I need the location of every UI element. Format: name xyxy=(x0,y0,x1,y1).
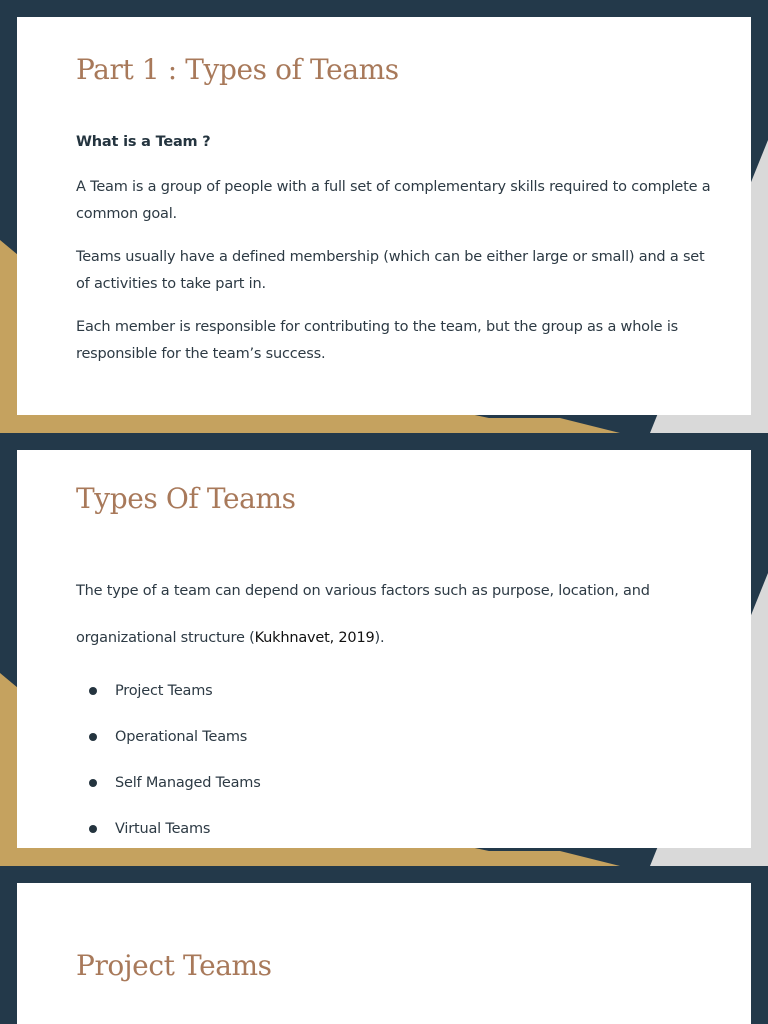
bullet-text: Project Teams xyxy=(115,683,213,699)
bullet-icon xyxy=(89,825,97,833)
paragraph: A Team is a group of people with a full set of complementary skills required to complete a common goal. xyxy=(76,179,711,222)
bullet-text: Virtual Teams xyxy=(115,821,211,837)
list-item xyxy=(87,727,261,773)
intro-paragraph xyxy=(76,568,736,662)
slide-title: Types Of Teams xyxy=(76,482,296,515)
list-item xyxy=(87,819,261,865)
list-item xyxy=(87,681,261,727)
slide-card xyxy=(17,17,751,415)
list-item xyxy=(87,773,261,819)
intro-line-2-suffix: ). xyxy=(374,630,385,646)
slide-2 xyxy=(0,433,768,866)
slide-title: Part 1 : Types of Teams xyxy=(76,53,399,86)
bullet-icon xyxy=(89,733,97,741)
bullet-text: Operational Teams xyxy=(115,729,248,745)
intro-line-2-prefix: organizational structure ( xyxy=(76,630,255,646)
paragraph: Teams usually have a defined membership (which can be either large or small) and a set of activities to take part in. xyxy=(76,249,705,292)
slide-1 xyxy=(0,0,768,433)
bullet-icon xyxy=(89,687,97,695)
slide-card xyxy=(17,883,751,1024)
slide-card xyxy=(17,450,751,848)
bullet-list xyxy=(87,681,261,865)
subheading: What is a Team ? xyxy=(76,134,211,150)
slide-title: Project Teams xyxy=(76,949,272,982)
citation: Kukhnavet, 2019 xyxy=(254,630,375,646)
bullet-text: Self Managed Teams xyxy=(115,775,261,791)
intro-line-1: The type of a team can depend on various factors such as purpose, location, and xyxy=(76,583,650,599)
slide-3 xyxy=(0,866,768,1024)
bullet-icon xyxy=(89,779,97,787)
paragraph: Each member is responsible for contributing to the team, but the group as a whole is responsible for the team’s success. xyxy=(76,319,678,362)
